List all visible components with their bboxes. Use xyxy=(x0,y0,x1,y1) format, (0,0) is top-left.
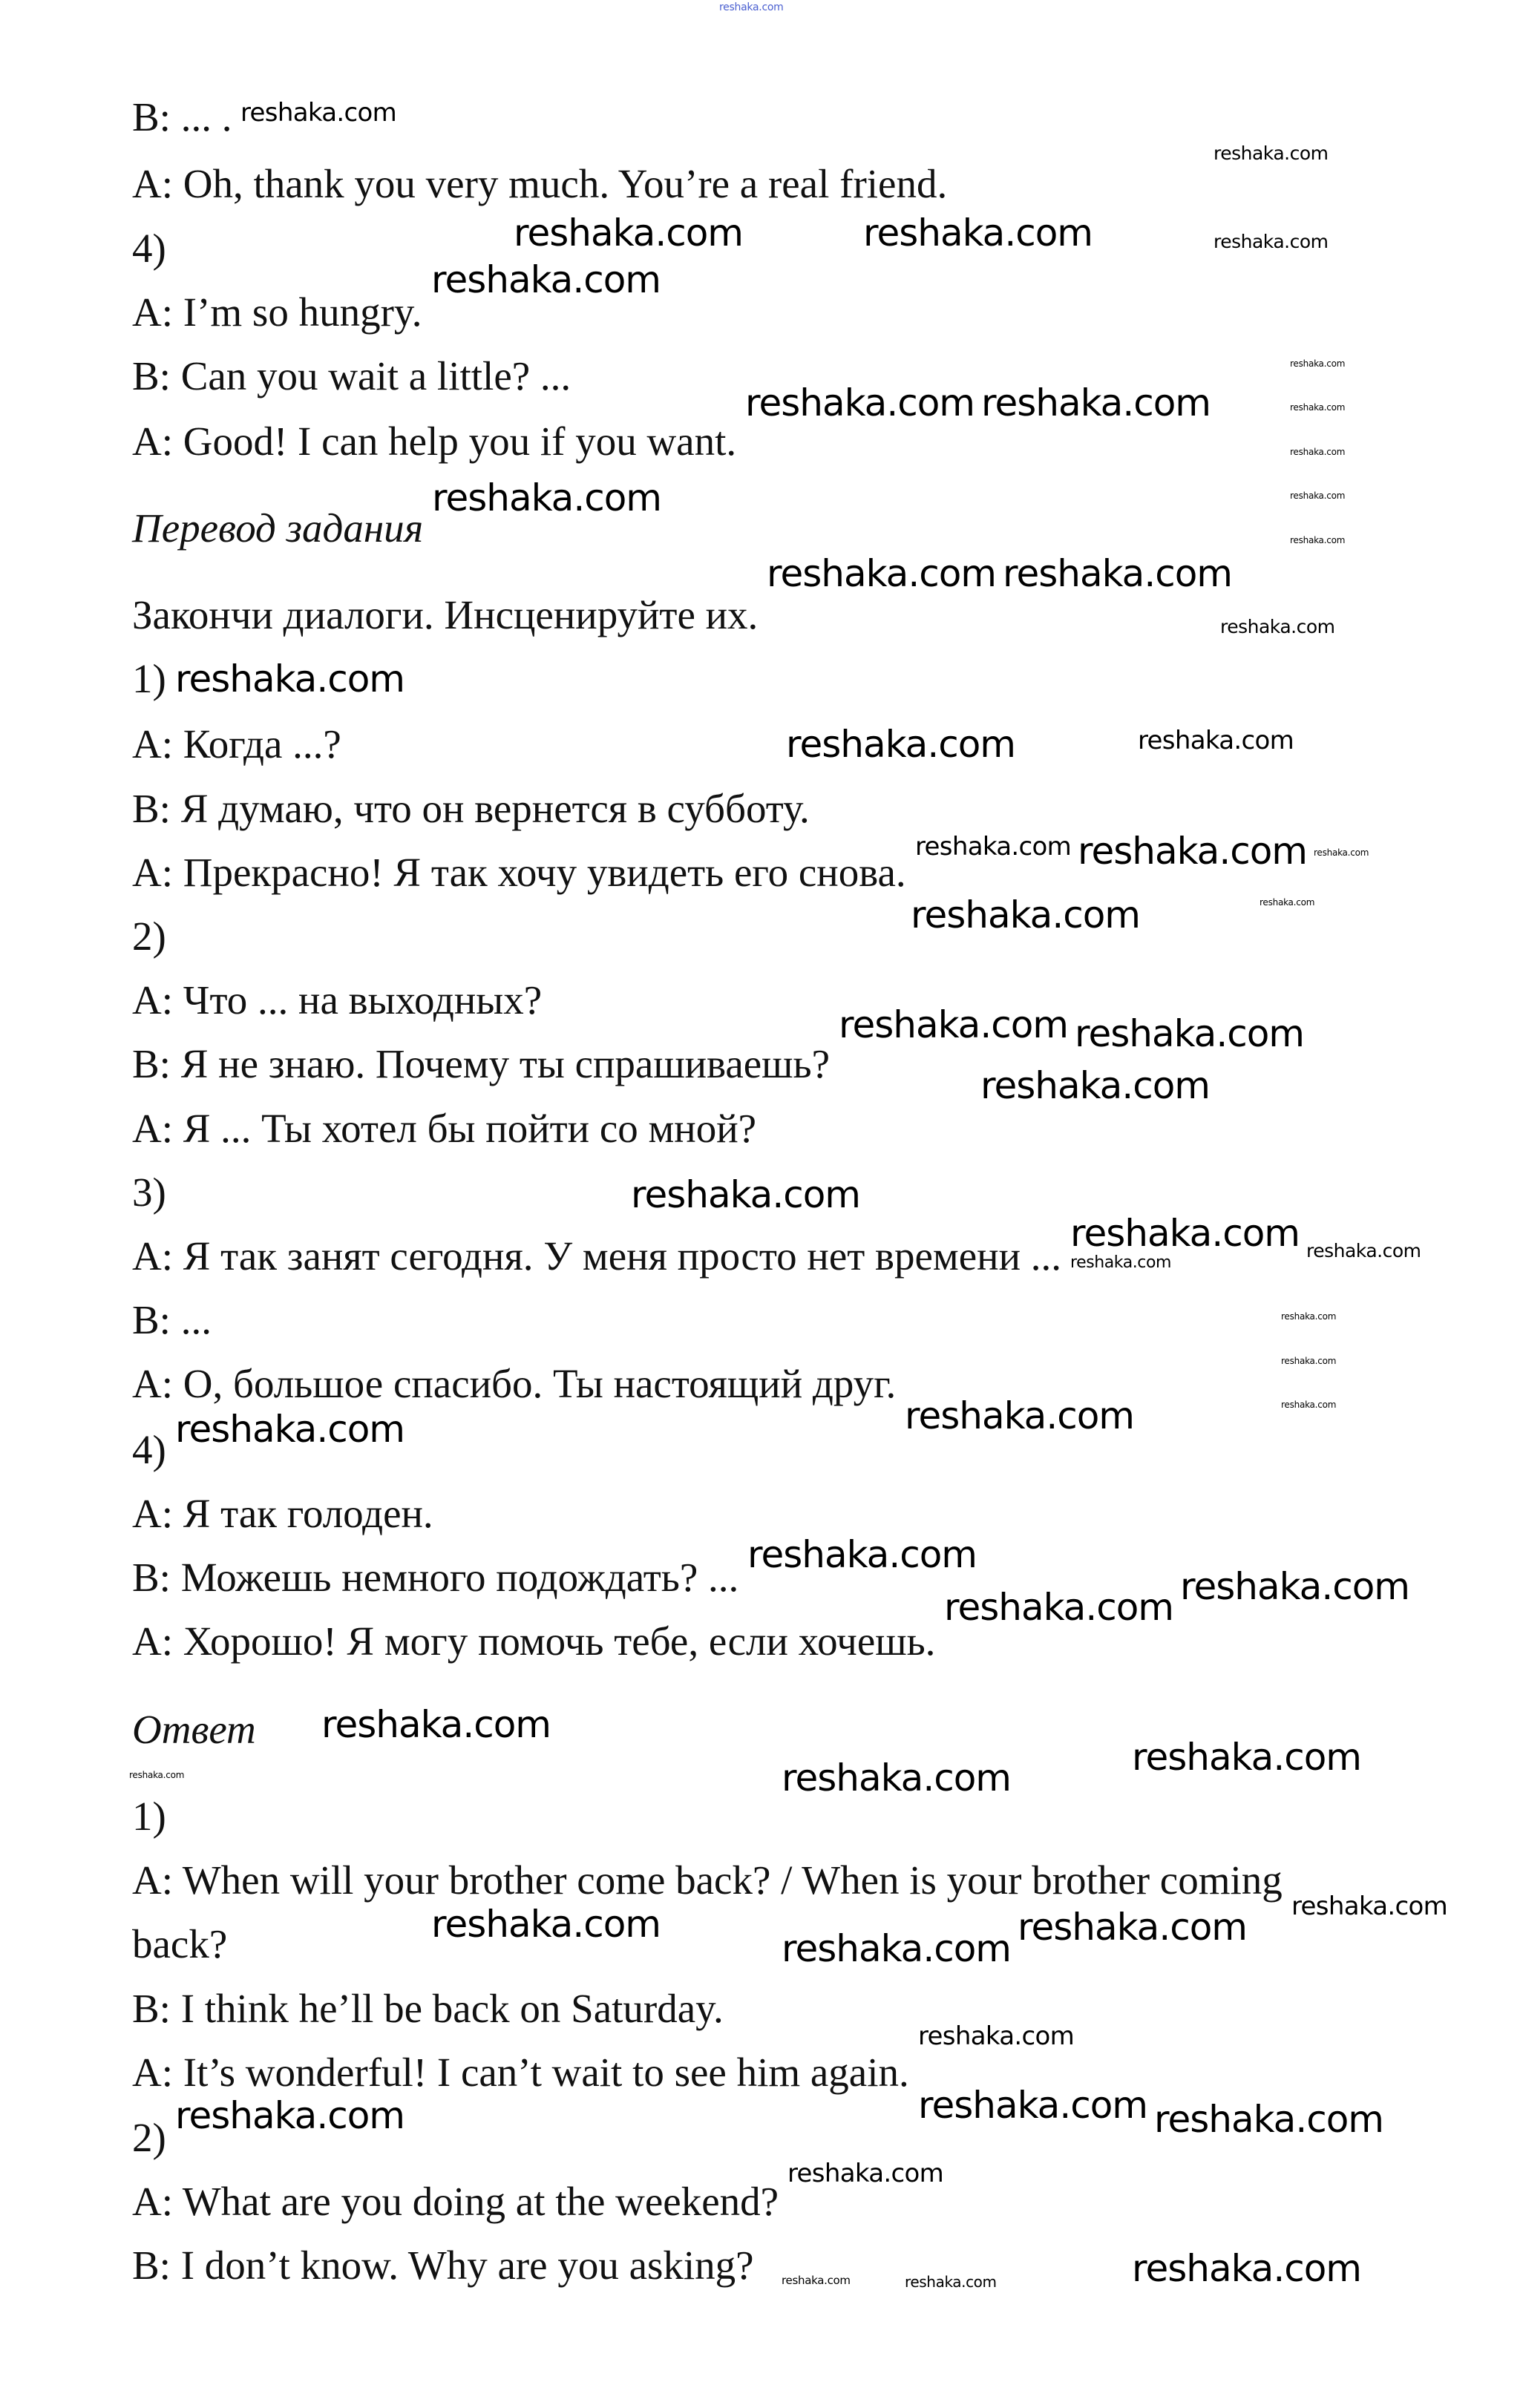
watermark: reshaka.com xyxy=(1220,616,1335,637)
dialogue-line: 2) xyxy=(132,2115,166,2160)
watermark: reshaka.com xyxy=(1138,726,1294,755)
watermark: reshaka.com xyxy=(432,476,661,519)
watermark: reshaka.com xyxy=(944,1586,1173,1629)
watermark: reshaka.com xyxy=(240,98,397,128)
watermark: reshaka.com xyxy=(1260,897,1315,908)
watermark: reshaka.com xyxy=(1290,447,1346,457)
watermark: reshaka.com xyxy=(1291,1892,1448,1921)
watermark: reshaka.com xyxy=(175,2094,405,2137)
dialogue-line: A: It’s wonderful! I can’t wait to see him again. xyxy=(132,2050,909,2095)
dialogue-line: B: ... xyxy=(132,1297,212,1342)
watermark: reshaka.com xyxy=(321,1703,551,1746)
watermark: reshaka.com xyxy=(1132,2247,1361,2290)
watermark: reshaka.com xyxy=(767,552,996,595)
watermark: reshaka.com xyxy=(747,1533,977,1576)
section-heading: Перевод задания xyxy=(132,505,424,551)
dialogue-line: B: I think he’ll be back on Saturday. xyxy=(132,1986,724,2031)
watermark: reshaka.com xyxy=(129,1770,185,1780)
watermark: reshaka.com xyxy=(1290,535,1346,545)
dialogue-line: A: Что ... на выходных? xyxy=(132,977,543,1023)
section-heading: Ответ xyxy=(132,1707,256,1752)
watermark: reshaka.com xyxy=(431,258,661,301)
watermark: reshaka.com xyxy=(745,381,975,424)
dialogue-line: 1) xyxy=(132,656,166,701)
dialogue-line: A: Good! I can help you if you want. xyxy=(132,419,737,464)
watermark: reshaka.com xyxy=(1306,1240,1421,1262)
watermark: reshaka.com xyxy=(1003,552,1232,595)
dialogue-line: A: I’m so hungry. xyxy=(132,289,422,335)
watermark: reshaka.com xyxy=(1075,1012,1304,1055)
watermark: reshaka.com xyxy=(1214,231,1329,252)
dialogue-line: A: When will your brother come back? / When is your brother coming xyxy=(132,1857,1283,1903)
watermark: reshaka.com xyxy=(782,1756,1011,1800)
dialogue-line: B: Я не знаю. Почему ты спрашиваешь? xyxy=(132,1041,831,1086)
watermark: reshaka.com xyxy=(839,1003,1068,1046)
watermark: reshaka.com xyxy=(782,1927,1011,1970)
watermark: reshaka.com xyxy=(786,723,1015,766)
watermark: reshaka.com xyxy=(514,211,743,255)
dialogue-line: Закончи диалоги. Инсценируйте их. xyxy=(132,592,759,637)
watermark: reshaka.com xyxy=(1314,847,1369,858)
dialogue-line: back? xyxy=(132,1921,228,1966)
watermark: reshaka.com xyxy=(911,893,1140,936)
watermark: reshaka.com xyxy=(1214,142,1329,164)
watermark: reshaka.com xyxy=(1290,491,1346,501)
watermark: reshaka.com xyxy=(1154,2098,1383,2141)
watermark: reshaka.com xyxy=(1070,1212,1300,1255)
dialogue-line: 2) xyxy=(132,913,166,959)
watermark: reshaka.com xyxy=(175,657,405,701)
watermark: reshaka.com xyxy=(1180,1565,1409,1608)
watermark: reshaka.com xyxy=(863,211,1093,255)
dialogue-line: A: Oh, thank you very much. You’re a real friend. xyxy=(132,161,948,206)
watermark: reshaka.com xyxy=(1132,1736,1361,1779)
watermark: reshaka.com xyxy=(631,1173,860,1216)
dialogue-line: A: О, большое спасибо. Ты настоящий друг. xyxy=(132,1361,897,1406)
watermark: reshaka.com xyxy=(787,2159,944,2188)
dialogue-line: B: ... . xyxy=(132,94,232,140)
watermark: reshaka.com xyxy=(915,832,1072,862)
dialogue-line: 3) xyxy=(132,1169,166,1215)
watermark: reshaka.com xyxy=(1078,830,1307,873)
watermark: reshaka.com xyxy=(1070,1253,1171,1272)
watermark: reshaka.com xyxy=(905,1394,1134,1437)
dialogue-line: A: What are you doing at the weekend? xyxy=(132,2179,779,2224)
dialogue-line: A: Я ... Ты хотел бы пойти со мной? xyxy=(132,1106,757,1151)
watermark: reshaka.com xyxy=(1290,358,1346,369)
dialogue-line: 4) xyxy=(132,1427,166,1472)
watermark: reshaka.com xyxy=(918,2084,1147,2127)
watermark: reshaka.com xyxy=(1018,1906,1247,1949)
watermark: reshaka.com xyxy=(1281,1311,1337,1322)
dialogue-line: A: Я так занят сегодня. У меня просто нет времени ... xyxy=(132,1233,1062,1279)
dialogue-line: B: Can you wait a little? ... xyxy=(132,353,571,398)
dialogue-line: B: Я думаю, что он вернется в субботу. xyxy=(132,786,810,831)
watermark: reshaka.com xyxy=(1281,1400,1337,1410)
watermark: reshaka.com xyxy=(905,2273,997,2291)
watermark: reshaka.com xyxy=(431,1903,661,1946)
dialogue-line: 1) xyxy=(132,1794,166,1839)
watermark: reshaka.com xyxy=(175,1408,405,1451)
dialogue-line: A: Хорошо! Я могу помочь тебе, если хочешь. xyxy=(132,1618,936,1664)
watermark: reshaka.com xyxy=(981,381,1211,424)
watermark: reshaka.com xyxy=(719,1,784,13)
watermark: reshaka.com xyxy=(918,2021,1075,2051)
dialogue-line: 4) xyxy=(132,226,166,271)
dialogue-line: B: I don’t know. Why are you asking? xyxy=(132,2243,754,2288)
dialogue-line: A: Когда ...? xyxy=(132,721,341,767)
dialogue-line: B: Можешь немного подождать? ... xyxy=(132,1555,739,1600)
watermark: reshaka.com xyxy=(1290,402,1346,413)
watermark: reshaka.com xyxy=(980,1064,1210,1107)
dialogue-line: A: Прекрасно! Я так хочу увидеть его снова. xyxy=(132,850,906,895)
watermark: reshaka.com xyxy=(782,2274,851,2287)
watermark: reshaka.com xyxy=(1281,1356,1337,1366)
dialogue-line: A: Я так голоден. xyxy=(132,1491,433,1536)
